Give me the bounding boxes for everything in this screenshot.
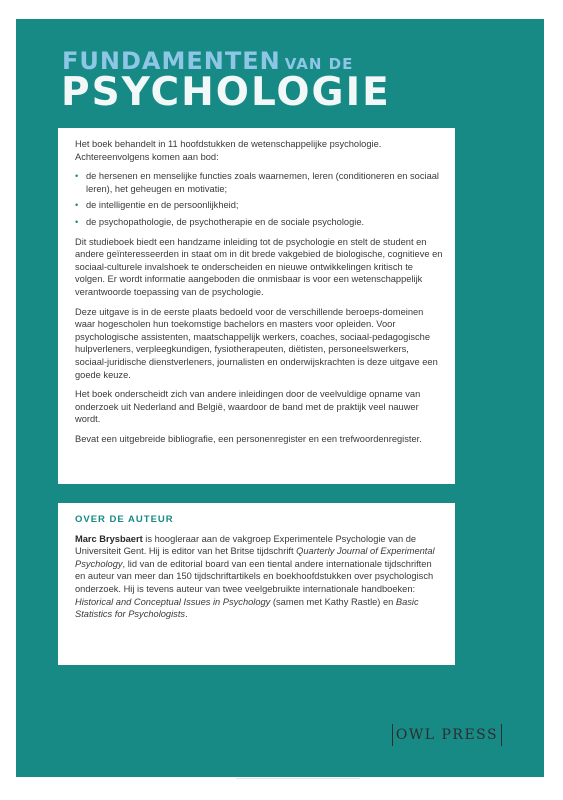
bullet-icon: •: [75, 171, 79, 182]
paragraph-doelgroep: Deze uitgave is in de eerste plaats bedoeld voor de verschillende beroeps-domeinen waar hogescholen hun toekomstige bachelors en masters voor opleiden. Voor psychologische assistenten, maatschappelijk werkers, coaches, sociaal-pedagogische hulpverleners, verpleegkundigen, fysiotherapeuten, diëtisten, personeelswerkers, sociaal-juridische dienstverleners, journalisten en onderwijskrachten is deze uitgave een goede keuze.: [75, 306, 438, 380]
intro-text: Het boek behandelt in 11 hoofdstukken de wetenschappelijke psychologie. Achtereenvolgens komen aan bod:: [75, 139, 382, 162]
paragraph-bibliografie: Bevat een uitgebreide bibliografie, een personenregister en een trefwoordenregister.: [75, 433, 422, 444]
author-bio: Marc Brysbaert is hoogleraar aan de vakgroep Experimentele Psychologie van de Universiteit Gent. Hij is editor van het Britse tijdschrift Quarterly Journal of Experimental Psychology, lid van de editorial board van een tiental andere internationale tijdschriften en auteur van meer dan 150 tijdschriftartikels en boekhoofdstukken over psychologisch onderzoek. Hij is tevens auteur van twee veelgebruikte internationale handboeken: Historical and Conceptual Issues in Psychology (samen met Kathy Rastle) en Basic Statistics for Psychologists.: [75, 533, 435, 620]
paragraph-studieboek: Dit studieboek biedt een handzame inleiding tot de psychologie en stelt de student en andere geïnteresseerden in staat om in dit brede vakgebied de biologische, cognitieve en sociaal-culturele invalshoek te onderscheiden en nieuwe ontwikkelingen kritisch te volgen. Er wordt informatie aangeboden die onmisbaar is voor een wetenschappelijk verantwoorde toepassing van de psychologie.: [75, 236, 443, 297]
title-van-de: VAN DE: [284, 55, 354, 73]
author-heading: OVER DE AUTEUR: [75, 514, 174, 525]
divider: [236, 778, 360, 779]
bullet-icon: •: [75, 216, 79, 227]
author-name: Marc Brysbaert: [75, 533, 143, 544]
author-box: [58, 503, 455, 665]
list-item: • de hersenen en menselijke functies zoals waarnemen, leren (conditioneren en sociaal leren), het geheugen en motivatie;: [75, 171, 439, 194]
title-fundamenten: FUNDAMENTEN: [62, 47, 281, 75]
list-item: • de psychopathologie, de psychotherapie en de sociale psychologie.: [75, 216, 365, 227]
publisher-logo: OWL PRESS: [392, 724, 502, 746]
book-title-line2: PSYCHOLOGIE: [61, 70, 391, 115]
description-box: [58, 128, 455, 484]
journal-title: Quarterly Journal of Experimental Psychology: [75, 546, 435, 569]
topic-list: [75, 170, 443, 228]
bullet-icon: •: [75, 200, 79, 211]
book-title-2: Basic Statistics for Psychologists: [75, 596, 419, 620]
list-item: • de intelligentie en de persoonlijkheid;: [75, 200, 239, 211]
paragraph-onderzoek: Het boek onderscheidt zich van andere inleidingen door de veelvuldige opname van onderzoek uit Nederland and België, waardoor de band met de praktijk veel nauwer wordt.: [75, 389, 421, 425]
book-title-1: Historical and Conceptual Issues in Psychology: [75, 596, 271, 607]
